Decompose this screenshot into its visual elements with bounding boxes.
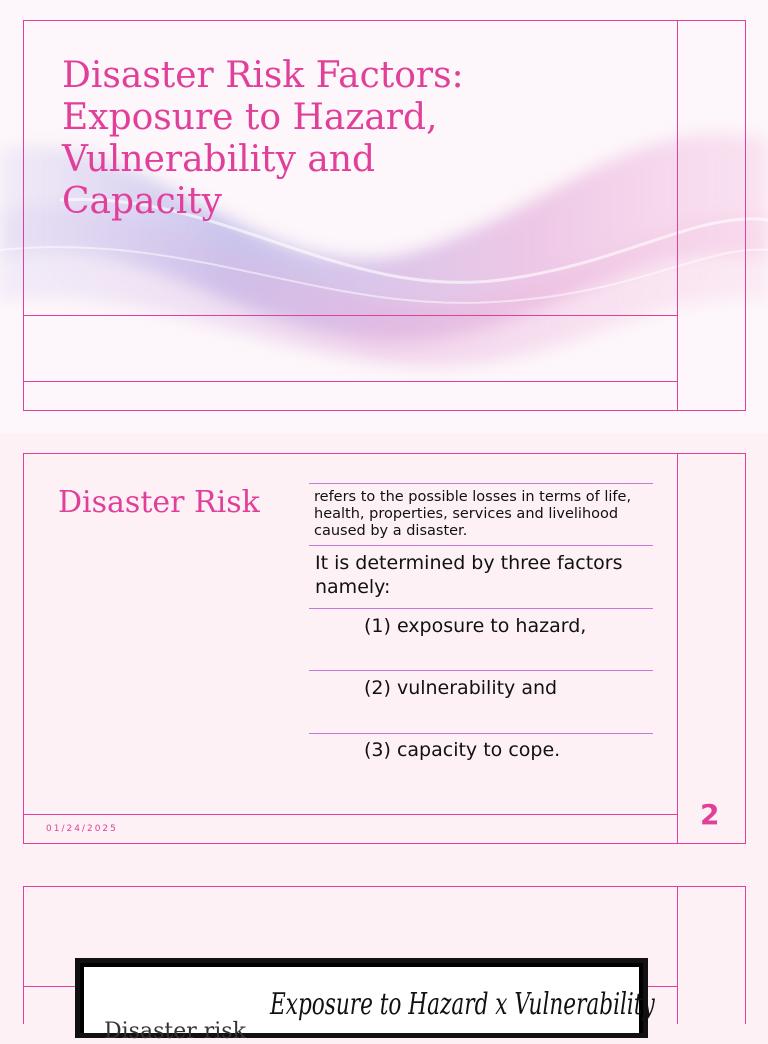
formula-image-canvas xyxy=(84,967,655,1044)
frame-divider xyxy=(23,381,678,382)
slide-date: 01/24/2025 xyxy=(46,824,118,834)
title-line: Exposure to Hazard, xyxy=(62,97,438,138)
frame-right-border xyxy=(745,886,746,1024)
title-line: Disaster Risk Factors: xyxy=(62,55,464,96)
frame-top-border xyxy=(23,453,746,454)
frame-footer-divider xyxy=(23,814,678,815)
title-line: Vulnerability and xyxy=(62,139,376,180)
title-line: Capacity xyxy=(62,181,222,222)
frame-bottom-border xyxy=(23,410,746,411)
frame-inner-border xyxy=(677,886,678,1024)
factor-item: (1) exposure to hazard, xyxy=(364,615,587,637)
list-rule xyxy=(309,670,653,671)
formula-image xyxy=(75,958,655,1044)
definition-text: refers to the possible losses in terms of life, health, properties, services and livelihood caused by a disaster. xyxy=(314,489,632,539)
formula-partial-text: Disaster risk xyxy=(104,1019,246,1044)
frame-top-border xyxy=(23,20,746,21)
frame-top-border xyxy=(23,886,746,887)
factors-intro-text: It is determined by three factors namely: xyxy=(315,552,623,598)
frame-right-border xyxy=(745,20,746,411)
slide-number: 2 xyxy=(700,798,720,831)
frame-bottom-border xyxy=(23,843,746,844)
frame-divider xyxy=(23,315,678,316)
frame-right-border xyxy=(745,453,746,844)
factor-item: (3) capacity to cope. xyxy=(364,739,561,761)
list-rule xyxy=(309,483,653,484)
frame-left-border xyxy=(23,453,24,844)
title-slide xyxy=(0,0,768,433)
factor-item: (2) vulnerability and xyxy=(364,677,558,699)
list-rule xyxy=(309,608,653,609)
list-rule xyxy=(309,733,653,734)
frame-inner-border xyxy=(677,453,678,844)
frame-inner-border xyxy=(677,20,678,411)
frame-divider xyxy=(23,986,76,987)
list-rule xyxy=(309,545,653,546)
frame-left-border xyxy=(23,886,24,1024)
formula-text: Exposure to Hazard x Vulnerability xyxy=(270,987,655,1022)
frame-left-border xyxy=(23,20,24,411)
slide-title xyxy=(62,55,662,223)
slide-heading: Disaster Risk xyxy=(58,485,260,520)
